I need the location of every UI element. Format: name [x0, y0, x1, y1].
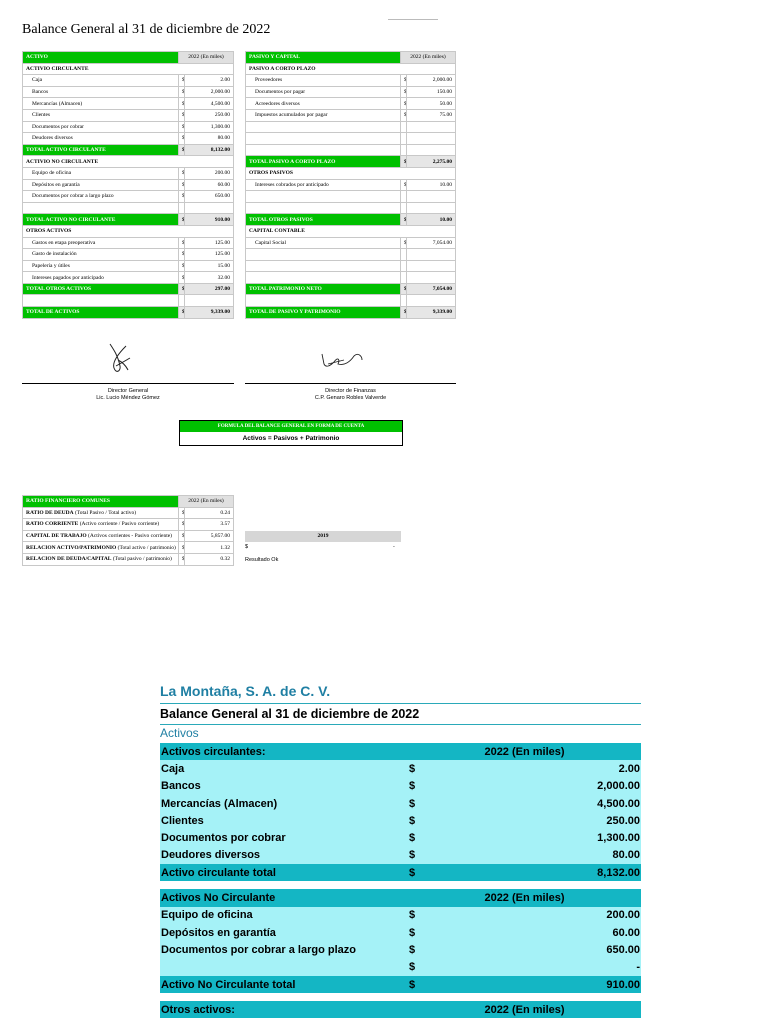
signature-left-image [96, 336, 138, 380]
table-row: Capital Social $ 7,054.00 [246, 237, 456, 249]
table-row: Documentos por cobrar $ 1,300.00 [23, 121, 234, 133]
signature-left-line [22, 383, 234, 384]
total-row: Activo No Circulante total $ 910.00 [160, 976, 641, 993]
table-row: Equipo de oficina $ 200.00 [23, 167, 234, 179]
table-row: RELACION DE DEUDA/CAPITAL (Total pasivo / patrimonio) $ 0.32 [23, 553, 234, 565]
table-row: RATIO CORRIENTE (Activo corriente / Pasivo corriente) $ 3.57 [23, 519, 234, 531]
grand-total-row: TOTAL DE ACTIVOS $ 9,339.00 [23, 307, 234, 319]
activo-header-row [23, 52, 234, 64]
section-title: OTROS PASIVOS [246, 167, 456, 179]
table-row: Intereses cobrados por anticipado $ 10.00 [246, 179, 456, 191]
table-row: Documentos por cobrar a largo plazo $ 650.00 [23, 191, 234, 203]
check-year: 2019 [245, 531, 401, 542]
table-row: Deudores diversos $ 80.00 [160, 847, 641, 864]
table-row: Equipo de oficina $ 200.00 [160, 907, 641, 924]
table-row: RELACION ACTIVO/PATRIMONIO (Total activo / patrimonio) $ 1.32 [23, 542, 234, 554]
section-title: OTROS ACTIVOS [23, 225, 234, 237]
formula-body: Activos = Pasivos + Patrimonio [242, 435, 340, 442]
total-row: TOTAL PASIVO A CORTO PLAZO $ 2,275.00 [246, 156, 456, 168]
signature-right-image [318, 346, 366, 374]
check-result: Resultado Ok [245, 557, 279, 563]
montana-title: Balance General al 31 de diciembre de 2022 [160, 707, 420, 721]
table-row: Papelería y útiles $ 15.00 [23, 260, 234, 272]
pasivo-table [245, 51, 456, 319]
table-row: Gasto de instalación $ 125.00 [23, 249, 234, 261]
check-currency: $ [245, 544, 249, 550]
signature-right-name: C.P. Genaro Robles Valverde [314, 395, 387, 401]
table-row: CAPITAL DE TRABAJO (Activos corrientes - Pasivo corriente) $ 5,857.00 [23, 530, 234, 542]
table-row: Impuestos acumulados por pagar $ 75.00 [246, 109, 456, 121]
activo-header: ACTIVO [23, 52, 179, 64]
section-title: ACTIVIO NO CIRCULANTE [23, 156, 234, 168]
table-row: Caja $ 2.00 [160, 760, 641, 777]
total-row: TOTAL ACTIVO CIRCULANTE $ 8,132.00 [23, 144, 234, 156]
pasivo-header: PASIVO Y CAPITAL [246, 52, 401, 64]
activo-table [22, 51, 234, 319]
year-header: 2022 (En miles) [401, 52, 456, 64]
company-rule [160, 703, 641, 704]
title-rule [160, 724, 641, 725]
table-row: Bancos $ 2,000.00 [160, 778, 641, 795]
grand-total-row: TOTAL DE PASIVO Y PATRIMONIO $ 9,339.00 [246, 307, 456, 319]
signature-left-role: Director General [107, 388, 149, 394]
top-divider [388, 19, 438, 20]
page-title: Balance General al 31 de diciembre de 2022 [22, 22, 271, 37]
signature-right-role: Director de Finanzas [325, 388, 376, 394]
signature-right-block [245, 388, 456, 402]
section-title: CAPITAL CONTABLE [246, 225, 456, 237]
total-row: TOTAL OTROS PASIVOS $ 10.00 [246, 214, 456, 226]
table-row: Clientes $ 250.00 [23, 109, 234, 121]
table-row: Bancos $ 2,000.00 [23, 86, 234, 98]
table-row: Documentos por cobrar a largo plazo $ 650.00 [160, 941, 641, 958]
table-row: Mercancías (Almacen) $ 4,500.00 [23, 98, 234, 110]
total-row: Activo circulante total $ 8,132.00 [160, 864, 641, 881]
table-header-row: Activos No Circulante 2022 (En miles) [160, 889, 641, 906]
check-value: - [393, 544, 395, 550]
montana-table [160, 743, 641, 1018]
ratios-table [22, 495, 234, 566]
company-name: La Montaña, S. A. de C. V. [160, 683, 331, 699]
table-row: Documentos por cobrar $ 1,300.00 [160, 829, 641, 846]
signature-left-name: Lic. Lucio Méndez Gómez [96, 395, 160, 401]
ratios-header: RATIO FINANCIERO COMUNES [23, 496, 179, 508]
formula-box [179, 420, 403, 446]
total-row: TOTAL OTROS ACTIVOS $ 297.00 [23, 283, 234, 295]
table-row: Proveedores $ 2,000.00 [246, 75, 456, 87]
signature-left-block [22, 388, 234, 402]
table-row: RATIO DE DEUDA (Total Pasivo / Total activo) $ 0.24 [23, 507, 234, 519]
table-row: Caja $ 2.00 [23, 75, 234, 87]
table-row: Acreedores diversos $ 50.00 [246, 98, 456, 110]
table-header-row: Otros activos: 2022 (En miles) [160, 1001, 641, 1018]
year-header: 2022 (En miles) [179, 496, 234, 508]
table-row: Deudores diversos $ 80.00 [23, 133, 234, 145]
table-row: $ - [160, 959, 641, 976]
formula-header: FORMULA DEL BALANCE GENERAL EN FORMA DE CUENTA [180, 421, 402, 432]
table-row: Depósitos en garantía $ 60.00 [23, 179, 234, 191]
table-row: Intereses pagados por anticipado $ 32.00 [23, 272, 234, 284]
year-header: 2022 (En miles) [179, 52, 234, 64]
table-header-row: Activos circulantes: 2022 (En miles) [160, 743, 641, 760]
table-row: Documentos por pagar $ 150.00 [246, 86, 456, 98]
total-row: TOTAL PATRIMONIO NETO $ 7,054.00 [246, 283, 456, 295]
signature-right-line [245, 383, 456, 384]
table-row: Gastos en etapa preoperativa $ 125.00 [23, 237, 234, 249]
table-row: Clientes $ 250.00 [160, 812, 641, 829]
table-row: Depósitos en garantía $ 60.00 [160, 924, 641, 941]
table-row: Mercancías (Almacen) $ 4,500.00 [160, 795, 641, 812]
section-title: PASIVO A CORTO PLAZO [246, 63, 456, 75]
table-row [23, 202, 234, 214]
section-activos: Activos [160, 726, 199, 740]
total-row: TOTAL ACTIVO NO CIRCULANTE $ 910.00 [23, 214, 234, 226]
section-title: ACTIVIO CIRCULANTE [23, 63, 234, 75]
